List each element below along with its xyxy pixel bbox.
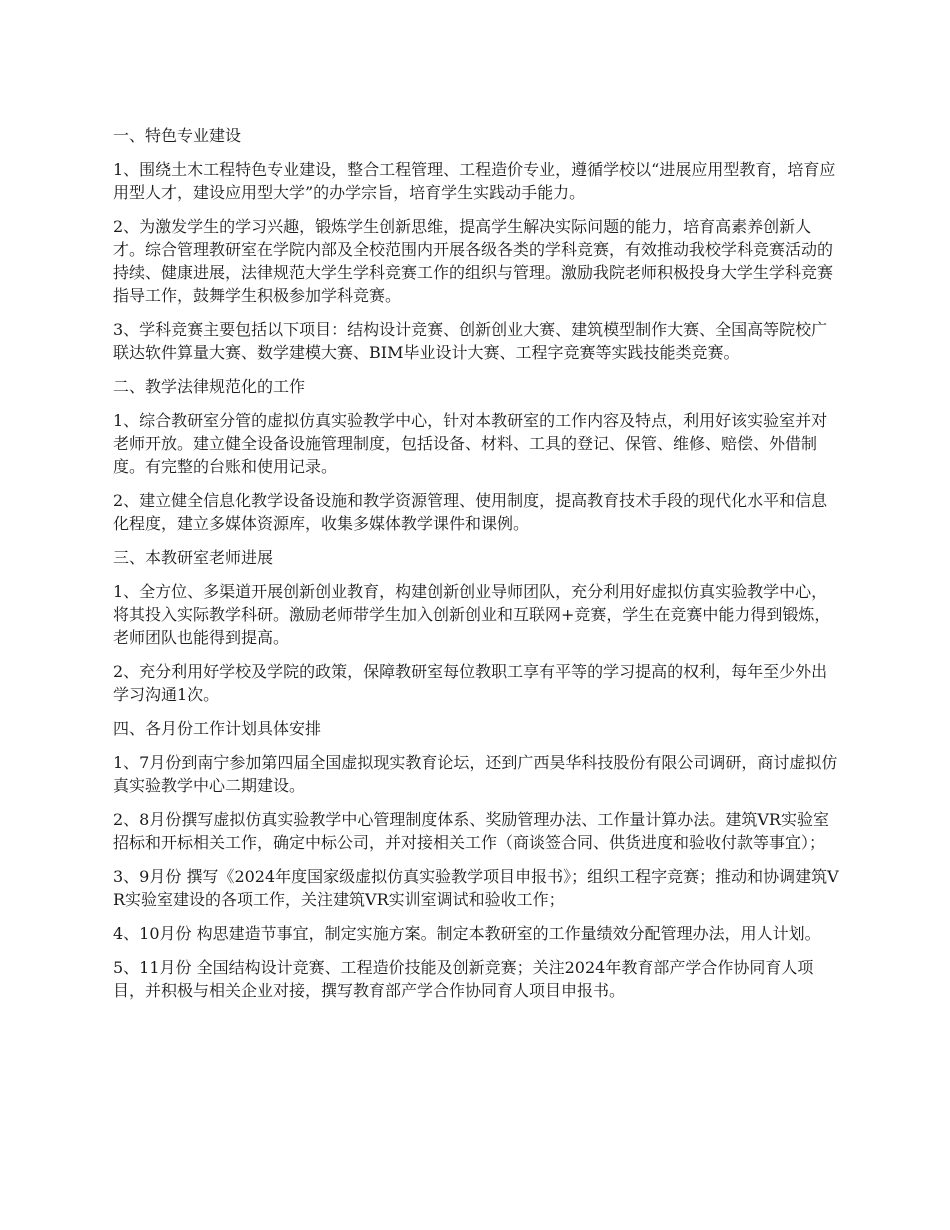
paragraph: 5、11月份 全国结构设计竞赛、工程造价技能及创新竞赛；关注2024年教育部产学合作协同育人项目，并积极与相关企业对接，撰写教育部产学合作协同育人项目申报书。 (113, 958, 814, 1000)
section-heading: 四、各月份工作计划具体安排 (113, 719, 322, 738)
section-heading: 一、特色专业建设 (113, 126, 242, 145)
document-body (113, 124, 843, 1013)
paragraph: 2、8月份撰写虚拟仿真实验教学中心管理制度体系、奖励管理办法、工作量计算办法。建筑VR实验室招标和开标相关工作，确定中标公司，并对接相关工作（商谈签合同、供货进度和验收付款等事宜）； (113, 810, 829, 852)
paragraph: 2、为激发学生的学习兴趣，锻炼学生创新思维，提高学生解决实际问题的能力，培育高素养创新人才。综合管理教研室在学院内部及全校范围内开展各级各类的学科竞赛，有效推动我校学科竞赛活动的持续、健康进展，法律规范大学生学科竞赛工作的组织与管理。激励我院老师积极投身大学生学科竞赛指导工作，鼓舞学生积极参加学科竞赛。 (113, 217, 834, 305)
paragraph: 1、围绕土木工程特色专业建设，整合工程管理、工程造价专业，遵循学校以“进展应用型教育，培育应用型人才，建设应用型大学”的办学宗旨，培育学生实践动手能力。 (113, 160, 836, 202)
paragraph: 1、7月份到南宁参加第四届全国虚拟现实教育论坛，还到广西昊华科技股份有限公司调研，商讨虚拟仿真实验教学中心二期建设。 (113, 753, 838, 795)
section-heading: 二、教学法律规范化的工作 (113, 377, 306, 396)
section-heading: 三、本教研室老师进展 (113, 548, 274, 567)
paragraph: 2、建立健全信息化教学设备设施和教学资源管理、使用制度，提高教育技术手段的现代化水平和信息化程度，建立多媒体资源库，收集多媒体教学课件和课例。 (113, 491, 828, 533)
paragraph: 4、10月份 构思建造节事宜，制定实施方案。制定本教研室的工作量绩效分配管理办法，用人计划。 (113, 924, 821, 943)
paragraph: 1、综合教研室分管的虚拟仿真实验教学中心，针对本教研室的工作内容及特点，利用好该实验室并对老师开放。建立健全设备设施管理制度，包括设备、材料、工具的登记、保管、维修、赔偿、外借制度。有完整的台账和使用记录。 (113, 411, 828, 476)
paragraph: 3、学科竞赛主要包括以下项目：结构设计竞赛、创新创业大赛、建筑模型制作大赛、全国高等院校广联达软件算量大赛、数学建模大赛、BIM毕业设计大赛、工程字竞赛等实践技能类竞赛。 (113, 320, 828, 362)
paragraph: 2、充分利用好学校及学院的政策，保障教研室每位教职工享有平等的学习提高的权利，每年至少外出学习沟通1次。 (113, 662, 828, 704)
paragraph: 3、9月份 撰写《2024年度国家级虚拟仿真实验教学项目申报书》；组织工程字竞赛；推动和协调建筑VR实验室建设的各项工作，关注建筑VR实训室调试和验收工作； (113, 867, 839, 909)
paragraph: 1、全方位、多渠道开展创新创业教育，构建创新创业导师团队，充分利用好虚拟仿真实验教学中心，将其投入实际教学科研。激励老师带学生加入创新创业和互联网+竞赛，学生在竞赛中能力得到锻炼，老师团队也能得到提高。 (113, 582, 831, 647)
